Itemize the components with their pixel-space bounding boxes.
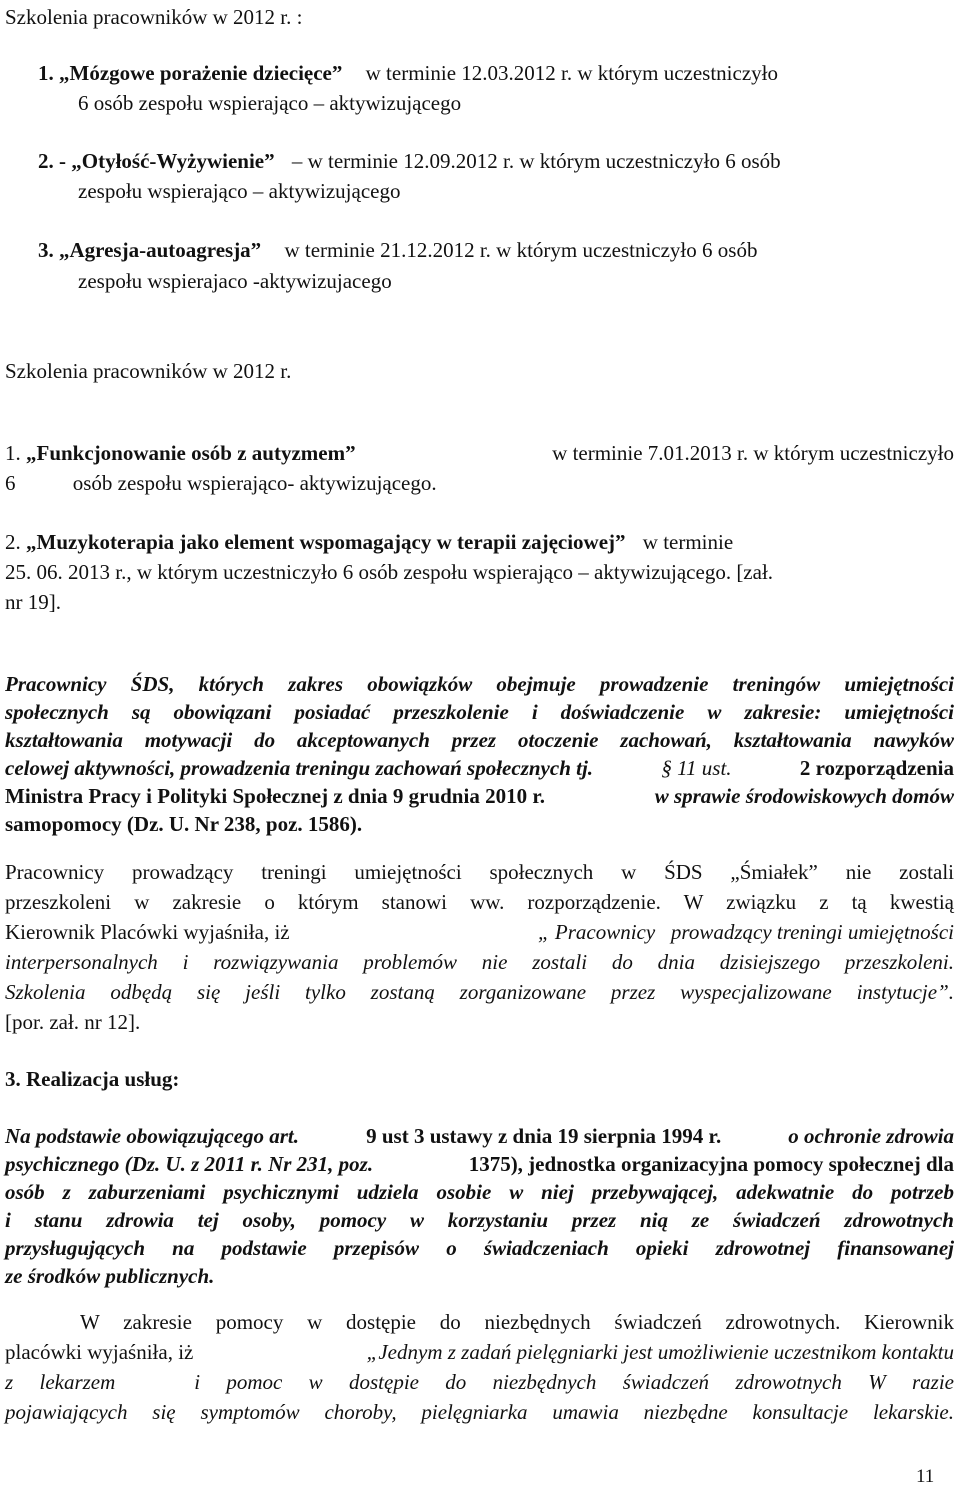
paragraph-text: w sprawie środowiskowych domów — [654, 784, 954, 808]
paragraph-line: osób z zaburzeniami psychicznymi udziela osobie w niej przebywającej, adekwatnie do potrzeb — [5, 1180, 954, 1204]
paragraph-line: W zakresie pomocy w dostępie do niezbędnych świadczeń zdrowotnych. Kierownik — [80, 1310, 954, 1334]
list-number: 2. — [5, 530, 21, 554]
paragraph-ref: § 11 ust. — [661, 756, 732, 780]
training-details: w terminie 21.12.2012 r. w którym uczestniczyło 6 osób — [284, 238, 758, 262]
paragraph-line: Pracownicy prowadzący treningi umiejętności społecznych w ŚDS „Śmiałek” nie zostali — [5, 860, 954, 884]
section-heading: 3. Realizacja usług: — [5, 1067, 180, 1091]
training-details-text: osób zespołu wspierająco- aktywizującego. — [72, 471, 437, 495]
training-details-cont: 6 osób zespołu wspierająco – aktywizującego — [78, 91, 462, 115]
paragraph-ref: 2 rozporządzenia — [799, 756, 954, 780]
quote-line: interpersonalnych i rozwiązywania problemów nie zostali do dnia dzisiejszego przeszkoleni. — [5, 950, 954, 974]
training-details-cont: zespołu wspierająco – aktywizującego — [78, 179, 401, 203]
paragraph-line: przysługujących na podstawie przepisów o świadczeniach opieki zdrowotnej finansowanej — [5, 1236, 954, 1260]
list-item — [38, 58, 778, 88]
list-number: 1. — [38, 61, 54, 85]
training-title: „Muzykoterapia jako element wspomagający w terapii zajęciowej” — [26, 530, 626, 554]
training-details-cont: 25. 06. 2013 r., w którym uczestniczyło 6 osób zespołu wspierająco – aktywizującego. [zał. — [5, 560, 774, 584]
paragraph-text: o ochronie zdrowia — [788, 1124, 954, 1148]
quote-line: z lekarzem i pomoc w dostępie do niezbędnych świadczeń zdrowotnych W razie — [5, 1370, 954, 1394]
reference: [por. zał. nr 12]. — [5, 1010, 141, 1034]
training-title: „Funkcjonowanie osób z autyzmem” — [26, 441, 356, 465]
paragraph-line: społecznych są obowiązani posiadać przeszkolenie i doświadczenie w zakresie: umiejętności — [5, 700, 954, 724]
paragraph-line: Pracownicy ŚDS, których zakres obowiązków obejmuje prowadzenie treningów umiejętności — [5, 672, 954, 696]
paragraph-line — [5, 917, 954, 947]
list-item — [5, 438, 954, 468]
section-title: Szkolenia pracowników w 2012 r. — [5, 359, 292, 383]
paragraph-line — [5, 781, 954, 811]
paragraph-ref: 9 ust 3 ustawy z dnia 19 sierpnia 1994 r. — [366, 1124, 722, 1148]
quote-text: „Jednym z zadań pielęgniarki jest umożliwienie uczestnikom kontaktu — [366, 1340, 954, 1364]
paragraph-line — [5, 753, 954, 783]
paragraph-line: kształtowania motywacji do akceptowanych przez otoczenie zachowań, kształtowania nawyków — [5, 728, 954, 752]
list-number: 2. - — [38, 149, 66, 173]
paragraph-line — [5, 1149, 954, 1179]
paragraph-text: Na podstawie obowiązującego art. — [5, 1124, 300, 1148]
training-title: „Otyłość-Wyżywienie” — [71, 149, 275, 173]
list-item — [38, 235, 757, 265]
quote-line: pojawiających się symptomów choroby, pielęgniarka umawia niezbędne konsultacje lekarskie. — [5, 1400, 954, 1424]
training-details-cont: zespołu wspierajaco -aktywizujacego — [78, 269, 392, 293]
training-details: w terminie 12.03.2012 r. w którym uczestniczyło — [365, 61, 778, 85]
list-item — [5, 527, 733, 557]
training-title: „Agresja-autoagresja” — [59, 238, 262, 262]
paragraph-ref: 1375), jednostka organizacyjna pomocy społecznej dla — [468, 1152, 954, 1176]
paragraph-line: przeszkoleni w zakresie o którym stanowi ww. rozporządzenie. W związku z tą kwestią — [5, 890, 954, 914]
training-details: – w terminie 12.09.2012 r. w którym uczestniczyło 6 osób — [291, 149, 781, 173]
paragraph-line — [5, 1121, 954, 1151]
paragraph-line: ze środków publicznych. — [5, 1264, 215, 1288]
list-item — [38, 146, 781, 176]
paragraph-text: placówki wyjaśniła, iż — [5, 1340, 194, 1364]
participant-count: 6 — [5, 471, 16, 495]
quote-line: Szkolenia odbędą się jeśli tylko zostaną zorganizowane przez wyspecjalizowane instytucje”. — [5, 980, 954, 1004]
page-number: 11 — [916, 1466, 935, 1487]
paragraph-text: psychicznego (Dz. U. z 2011 r. Nr 231, poz. — [5, 1152, 374, 1176]
paragraph-line: samopomocy (Dz. U. Nr 238, poz. 1586). — [5, 812, 363, 836]
training-title: „Mózgowe porażenie dziecięce” — [59, 61, 343, 85]
training-details-cont — [5, 468, 437, 498]
paragraph-text: celowej aktywności, prowadzenia treningu zachowań społecznych tj. — [5, 756, 594, 780]
training-details-cont: nr 19]. — [5, 590, 61, 614]
paragraph-line — [5, 1337, 954, 1367]
quote-text: „ Pracownicy prowadzący treningi umiejętności — [537, 920, 954, 944]
paragraph-text: Kierownik Placówki wyjaśniła, iż — [5, 920, 290, 944]
list-number: 3. — [38, 238, 54, 262]
paragraph-ref: Ministra Pracy i Polityki Społecznej z dnia 9 grudnia 2010 r. — [5, 784, 545, 808]
paragraph-line: i stanu zdrowia tej osoby, pomocy w korzystaniu przez nią ze świadczeń zdrowotnych — [5, 1208, 954, 1232]
section-title: Szkolenia pracowników w 2012 r. : — [5, 5, 303, 29]
training-details: w terminie 7.01.2013 r. w którym uczestniczyło — [552, 441, 954, 465]
training-details: w terminie — [642, 530, 734, 554]
list-number: 1. — [5, 441, 21, 465]
